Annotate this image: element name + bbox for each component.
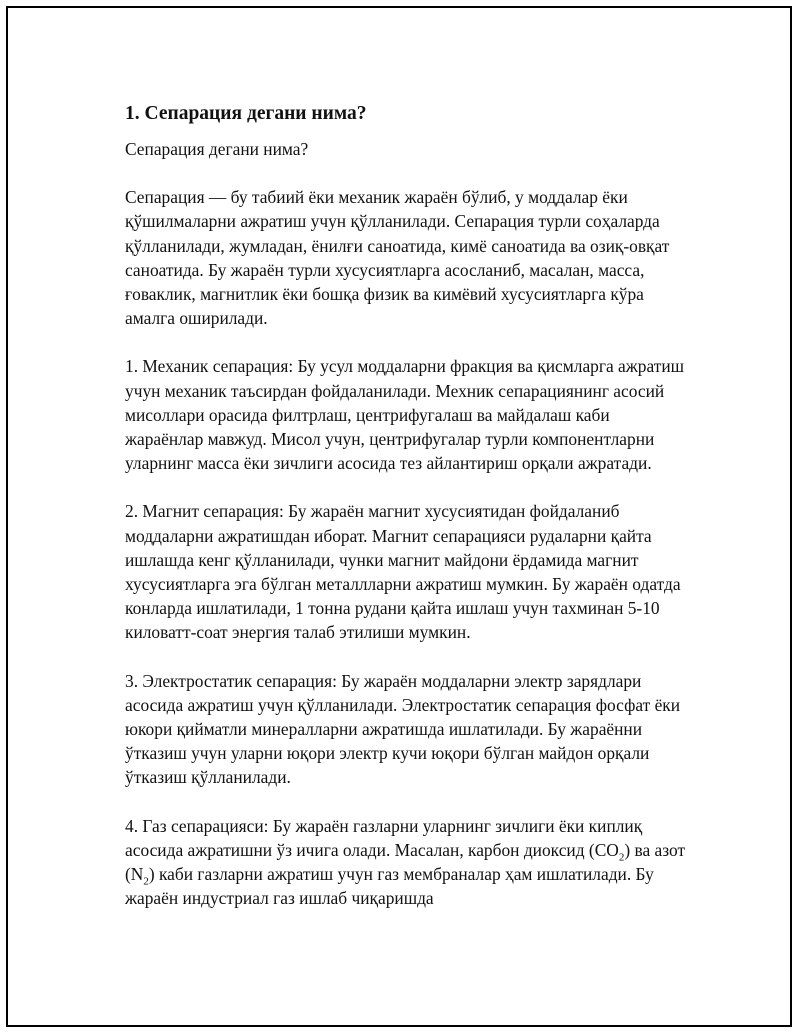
document-subtitle: Сепарация дегани нима? <box>125 139 309 159</box>
gas-text-part-1: 4. Газ сепарацияси: Бу жараён газларни уларнинг зичлиги ёки киплиқ асосида ажратишни ўз ичига олади. Масалан, карбон диоксид (CO <box>125 815 643 860</box>
co2-subscript: 2 <box>618 851 625 864</box>
document-body <box>125 101 691 934</box>
document-title: 1. Сепарация дегани нима? <box>125 103 367 124</box>
page-frame <box>6 6 792 1027</box>
gas-separation-paragraph <box>125 814 691 911</box>
gas-text-part-2: ) ва азот (N <box>125 839 686 885</box>
intro-paragraph: Сепарация — бу табиий ёки механик жараён бўлиб, у моддалар ёки қўшилмаларни ажратиш учун қўлланилади. Сепарация турли соҳаларда қўлланилади, жумладан, ёнилғи саноатида, кимё саноатида ва озиқ-овқат саноатида. Бу жараён турли хусусиятларга асосланиб, масалан, масса, ғоваклик, магнитлик ёки бошқа физик ва кимёвий хусусиятларга кўра амалга оширилади. <box>125 187 670 329</box>
electrostatic-separation-paragraph: 3. Электростатик сепарация: Бу жараён моддаларни электр зарядлари асосида ажратиш учун қўлланилади. Электростатик сепарация фосфат ёки юкори қийматли минералларни ажратишда ишлатилади. Бу жараённи ўтказиш учун уларни юқори электр кучи юқори бўлган майдон орқали ўтказиш қўлланилади. <box>125 670 681 788</box>
magnetic-separation-paragraph: 2. Магнит сепарация: Бу жараён магнит хусусиятидан фойдаланиб моддаларни ажратишдан иборат. Магнит сепарацияси рудаларни қайта ишлашда кенг қўлланилади, чунки магнит майдони ёрдамида магнит хусусиятларга эга бўлган металлларни ажратиш мумкин. Бу жараён одатда конларда ишлатилади, 1 тонна рудани қайта ишлаш учун тахминан 5-10 киловатт-соат энергия талаб этилиши мумкин. <box>125 501 681 643</box>
gas-text-part-3: ) каби газларни ажратиш учун газ мембраналар ҳам ишлатилади. Бу жараён индустриал газ ишлаб чиқаришда <box>125 864 654 909</box>
mechanical-separation-paragraph: 1. Механик сепарация: Бу усул моддаларни фракция ва қисмларга ажратиш учун механик таъсирдан фойдаланилади. Мехник сепарациянинг асосий мисоллари орасида филтрлаш, центрифугалаш ва майдалаш каби жараёнлар мавжуд. Мисол учун, центрифугалар турли компонентларни уларнинг масса ёки зичлиги асосида тез айлантириш орқали ажратади. <box>125 356 685 474</box>
n2-subscript: 2 <box>143 875 149 888</box>
